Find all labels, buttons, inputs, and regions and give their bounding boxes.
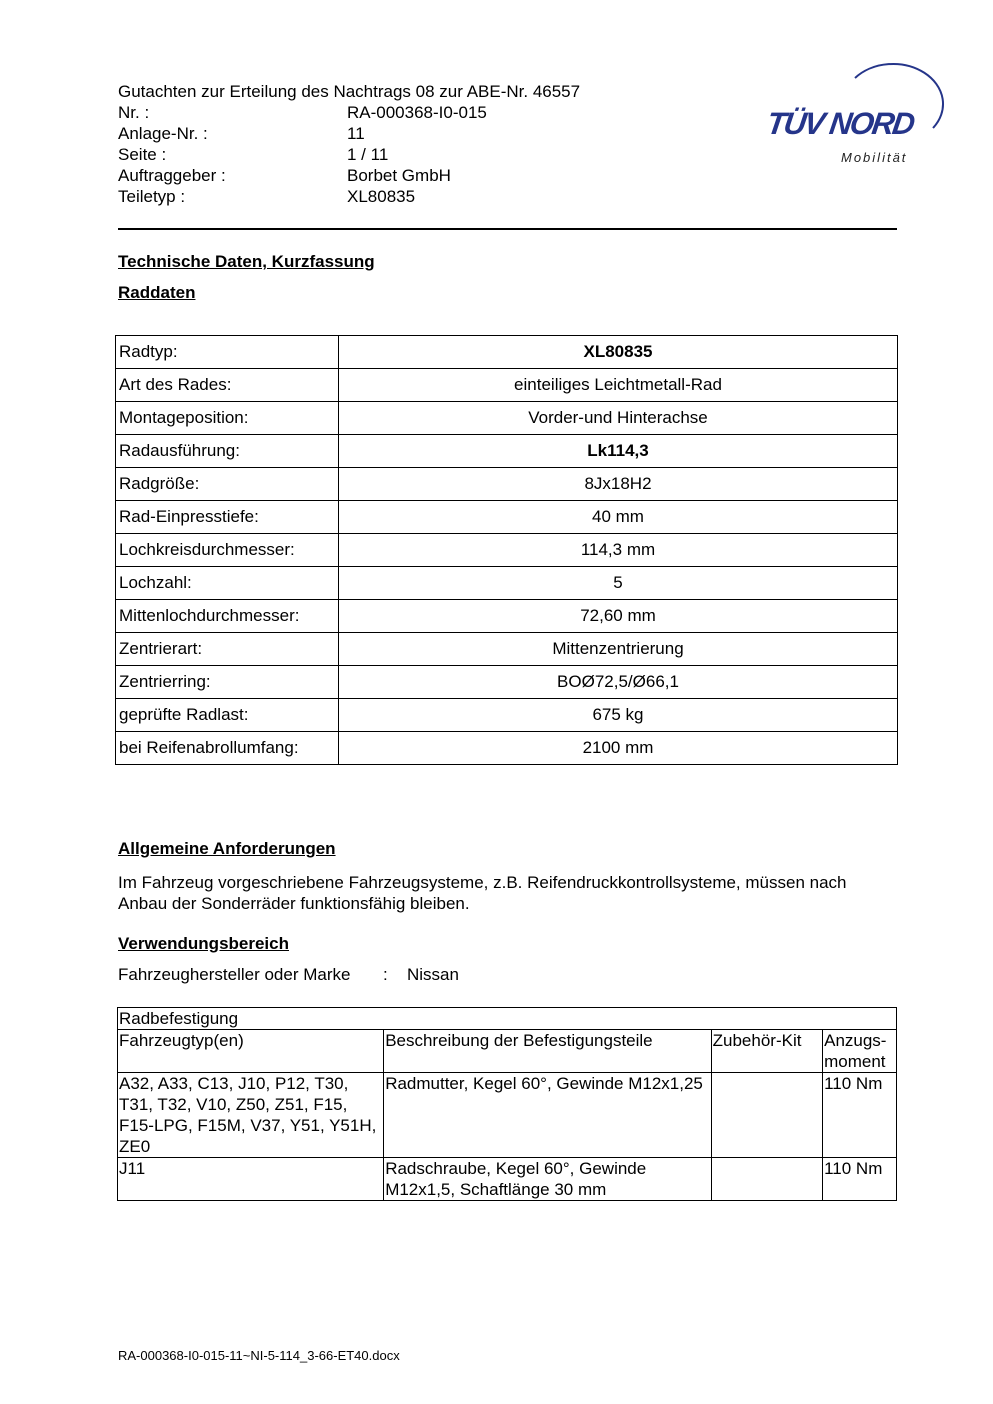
logo-subtitle: Mobilität — [841, 150, 908, 165]
table-row — [116, 468, 898, 501]
wheel-property-value: XL80835 — [339, 336, 898, 369]
wheel-property-value: 675 kg — [339, 699, 898, 732]
heading-usage-area: Verwendungsbereich — [118, 934, 289, 953]
document-header — [118, 81, 758, 207]
wheel-property-value: 8Jx18H2 — [339, 468, 898, 501]
wheel-fixing-table — [117, 1007, 897, 1201]
meta-value: RA-000368-I0-015 — [347, 103, 487, 122]
table-cell: A32, A33, C13, J10, P12, T30, T31, T32, V10, Z50, Z51, F15, F15-LPG, F15M, V37, Y51, Y51H, ZE0 — [118, 1073, 384, 1158]
meta-label: Auftraggeber : — [118, 166, 226, 185]
wheel-property-value: einteiliges Leichtmetall-Rad — [339, 369, 898, 402]
logo-brand: TÜV NORD — [764, 106, 916, 141]
header-meta — [118, 102, 758, 207]
table-cell: Radmutter, Kegel 60°, Gewinde M12x1,25 — [384, 1073, 711, 1158]
meta-row — [118, 102, 758, 123]
table-cell — [711, 1073, 822, 1158]
manufacturer-label: Fahrzeughersteller oder Marke — [118, 965, 351, 984]
meta-value: Borbet GmbH — [347, 166, 451, 185]
wheel-property-value: 40 mm — [339, 501, 898, 534]
column-header: Anzugs-moment — [823, 1030, 897, 1073]
table-row — [116, 402, 898, 435]
wheel-property-label: Lochkreisdurchmesser: — [116, 534, 339, 567]
manufacturer-line — [118, 965, 459, 985]
wheel-property-value: Vorder-und Hinterachse — [339, 402, 898, 435]
table-row — [118, 1158, 897, 1201]
table-row — [116, 600, 898, 633]
wheel-property-label: Mittenlochdurchmesser: — [116, 600, 339, 633]
meta-row — [118, 123, 758, 144]
table-row — [116, 435, 898, 468]
column-header: Zubehör-Kit — [711, 1030, 822, 1073]
table-row — [116, 369, 898, 402]
table-row — [116, 567, 898, 600]
table-cell: Radschraube, Kegel 60°, Gewinde M12x1,5, Schaftlänge 30 mm — [384, 1158, 711, 1201]
tuv-nord-logo — [765, 58, 945, 173]
wheel-property-value: 114,3 mm — [339, 534, 898, 567]
meta-value: XL80835 — [347, 187, 416, 206]
wheel-property-label: Rad-Einpresstiefe: — [116, 501, 339, 534]
meta-value: 11 — [347, 124, 365, 143]
table-cell: 110 Nm — [823, 1073, 897, 1158]
table-row — [118, 1073, 897, 1158]
heading-technical: Technische Daten, Kurzfassung — [118, 252, 375, 271]
wheel-property-value: 72,60 mm — [339, 600, 898, 633]
wheel-property-label: Zentrierring: — [116, 666, 339, 699]
wheel-property-label: Zentrierart: — [116, 633, 339, 666]
header-divider — [118, 228, 897, 230]
wheel-property-label: Radtyp: — [116, 336, 339, 369]
meta-row — [118, 165, 758, 186]
footer-filename: RA-000368-I0-015-11~NI-5-114_3-66-ET40.docx — [118, 1348, 400, 1363]
wheel-property-label: bei Reifenabrollumfang: — [116, 732, 339, 765]
wheel-property-label: geprüfte Radlast: — [116, 699, 339, 732]
wheel-property-label: Art des Rades: — [116, 369, 339, 402]
wheel-property-value: 2100 mm — [339, 732, 898, 765]
table-cell: 110 Nm — [823, 1158, 897, 1201]
meta-value: 1 / 11 — [347, 145, 389, 164]
heading-wheel-data: Raddaten — [118, 283, 196, 302]
document-title: Gutachten zur Erteilung des Nachtrags 08 zur ABE-Nr. 46557 — [118, 82, 581, 101]
wheel-data-table — [115, 335, 898, 765]
wheel-property-value: Mittenzentrierung — [339, 633, 898, 666]
table-row — [116, 534, 898, 567]
meta-label: Teiletyp : — [118, 187, 186, 206]
wheel-property-label: Radgröße: — [116, 468, 339, 501]
meta-label: Nr. : — [118, 103, 150, 122]
table-row — [116, 666, 898, 699]
meta-row — [118, 144, 758, 165]
manufacturer-value: Nissan — [407, 965, 459, 984]
table-row — [116, 633, 898, 666]
column-header: Fahrzeugtyp(en) — [118, 1030, 384, 1073]
wheel-property-value: BOØ72,5/Ø66,1 — [339, 666, 898, 699]
wheel-property-label: Montageposition: — [116, 402, 339, 435]
table-header-row — [118, 1030, 897, 1073]
table-cell — [711, 1158, 822, 1201]
manufacturer-separator: : — [383, 965, 388, 984]
meta-label: Anlage-Nr. : — [118, 124, 208, 143]
wheel-property-value: Lk114,3 — [339, 435, 898, 468]
wheel-property-label: Radausführung: — [116, 435, 339, 468]
table-row — [116, 336, 898, 369]
meta-label: Seite : — [118, 145, 167, 164]
wheel-property-value: 5 — [339, 567, 898, 600]
meta-row — [118, 186, 758, 207]
table-cell: J11 — [118, 1158, 384, 1201]
table-row — [116, 699, 898, 732]
table-row — [116, 501, 898, 534]
fixing-table-caption: Radbefestigung — [118, 1008, 897, 1030]
wheel-property-label: Lochzahl: — [116, 567, 339, 600]
general-requirements-text: Im Fahrzeug vorgeschriebene Fahrzeugsysteme, z.B. Reifendruckkontrollsysteme, müssen nach Anbau der Sonderräder funktionsfähig bleiben. — [118, 873, 847, 913]
column-header: Beschreibung der Befestigungsteile — [384, 1030, 711, 1073]
heading-general-requirements: Allgemeine Anforderungen — [118, 839, 336, 858]
table-row — [116, 732, 898, 765]
